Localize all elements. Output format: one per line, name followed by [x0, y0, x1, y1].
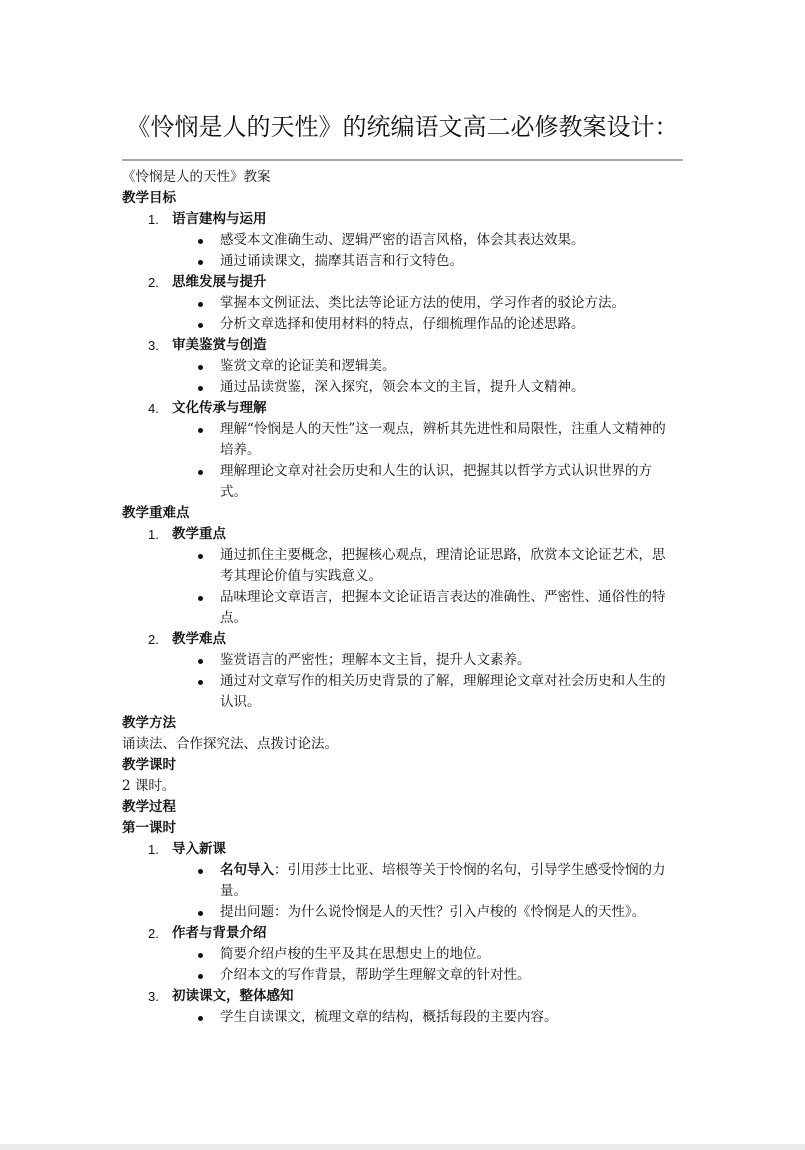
bullet-text: 提出问题：为什么说怜悯是人的天性？引入卢梭的《怜悯是人的天性》。	[220, 904, 646, 920]
document-title: 《怜悯是人的天性》的统编语文高二必修教案设计：	[126, 113, 679, 141]
bullet-text: 简要介绍卢梭的生平及其在思想史上的地位。	[220, 946, 490, 962]
bullet-item	[122, 944, 685, 965]
item-label: 导入新课	[172, 841, 226, 857]
bullet-dot-icon	[198, 596, 203, 601]
bullet-text: 理解理论文章对社会历史和人生的认识，把握其以哲学方式认识世界的方式。	[220, 463, 652, 500]
bullet-dot-icon	[198, 953, 203, 958]
bullet-dot-icon	[198, 386, 203, 391]
objective-item	[122, 335, 685, 356]
bullet-dot-icon	[198, 869, 203, 874]
item-label: 语言建构与运用	[172, 211, 267, 227]
bullet-item	[122, 965, 685, 986]
key-point-item	[122, 629, 685, 650]
bullet-dot-icon	[198, 1016, 203, 1021]
objective-item	[122, 272, 685, 293]
document-body	[122, 167, 685, 1028]
bullet-item	[122, 419, 685, 461]
key-point-item	[122, 524, 685, 545]
bullet-text: 感受本文准确生动、逻辑严密的语言风格，体会其表达效果。	[220, 232, 585, 248]
bullet-dot-icon	[198, 680, 203, 685]
title-divider	[122, 159, 683, 161]
bullet-text: 介绍本文的写作背景，帮助学生理解文章的针对性。	[220, 967, 531, 983]
bullet-text: ：引用莎士比亚、培根等关于怜悯的名句，引导学生感受怜悯的力量。	[220, 862, 666, 899]
item-label: 教学重点	[172, 526, 226, 542]
objective-item	[122, 398, 685, 419]
page-bottom-edge	[0, 1144, 805, 1150]
bullet-dot-icon	[198, 302, 203, 307]
item-number: 3.	[148, 989, 159, 1004]
item-label: 审美鉴赏与创造	[172, 337, 267, 353]
bullet-dot-icon	[198, 659, 203, 664]
bullet-dot-icon	[198, 239, 203, 244]
item-number: 2.	[148, 275, 159, 290]
bullet-text: 通过诵读课文，揣摩其语言和行文特色。	[220, 253, 463, 269]
bullet-item	[122, 293, 685, 314]
lesson-plan-subtitle: 《怜悯是人的天性》教案	[122, 169, 271, 185]
bullet-dot-icon	[198, 974, 203, 979]
bullet-text: 掌握本文例证法、类比法等论证方法的使用，学习作者的驳论方法。	[220, 295, 625, 311]
hours-heading: 教学课时	[122, 757, 176, 773]
bullet-dot-icon	[198, 365, 203, 370]
bullet-item	[122, 545, 685, 587]
bullet-item	[122, 860, 685, 902]
process-step	[122, 923, 685, 944]
bullet-text: 学生自读课文，梳理文章的结构，概括每段的主要内容。	[220, 1009, 558, 1025]
bullet-lead: 名句导入	[220, 862, 274, 878]
bullet-item	[122, 902, 685, 923]
item-number: 2.	[148, 926, 159, 941]
item-number: 1.	[148, 212, 159, 227]
bullet-dot-icon	[198, 428, 203, 433]
item-label: 初读课文，整体感知	[172, 988, 294, 1004]
bullet-item	[122, 314, 685, 335]
bullet-item	[122, 671, 685, 713]
item-label: 文化传承与理解	[172, 400, 267, 416]
bullet-text: 鉴赏文章的论证美和逻辑美。	[220, 358, 396, 374]
bullet-text: 品味理论文章语言，把握本文论证语言表达的准确性、严密性、通俗性的特点。	[220, 589, 666, 626]
process-heading: 教学过程	[122, 799, 176, 815]
bullet-item	[122, 1007, 685, 1028]
methods-heading: 教学方法	[122, 715, 176, 731]
process-step	[122, 839, 685, 860]
item-number: 1.	[148, 527, 159, 542]
objective-item	[122, 209, 685, 230]
bullet-dot-icon	[198, 554, 203, 559]
item-label: 作者与背景介绍	[172, 925, 267, 941]
item-number: 3.	[148, 338, 159, 353]
bullet-item	[122, 650, 685, 671]
objectives-heading: 教学目标	[122, 190, 176, 206]
bullet-text: 通过抓住主要概念，把握核心观点，理清论证思路，欣赏本文论证艺术，思考其理论价值与实践意义。	[220, 547, 666, 584]
item-number: 1.	[148, 842, 159, 857]
bullet-item	[122, 377, 685, 398]
process-step	[122, 986, 685, 1007]
bullet-item	[122, 230, 685, 251]
bullet-item	[122, 587, 685, 629]
hours-text: 2 课时。	[122, 778, 176, 794]
key-points-heading: 教学重难点	[122, 505, 190, 521]
item-number: 4.	[148, 401, 159, 416]
bullet-text: 分析文章选择和使用材料的特点，仔细梳理作品的论述思路。	[220, 316, 585, 332]
bullet-dot-icon	[198, 470, 203, 475]
bullet-dot-icon	[198, 260, 203, 265]
bullet-text: 通过对文章写作的相关历史背景的了解，理解理论文章对社会历史和人生的认识。	[220, 673, 666, 710]
methods-text: 诵读法、合作探究法、点拨讨论法。	[122, 736, 338, 752]
bullet-text: 理解“怜悯是人的天性”这一观点，辨析其先进性和局限性，注重人文精神的培养。	[220, 421, 666, 458]
item-number: 2.	[148, 632, 159, 647]
bullet-item	[122, 461, 685, 503]
item-label: 思维发展与提升	[172, 274, 267, 290]
bullet-text: 鉴赏语言的严密性；理解本文主旨，提升人文素养。	[220, 652, 531, 668]
bullet-item	[122, 251, 685, 272]
bullet-dot-icon	[198, 323, 203, 328]
bullet-item	[122, 356, 685, 377]
item-label: 教学难点	[172, 631, 226, 647]
bullet-dot-icon	[198, 911, 203, 916]
lesson-one-heading: 第一课时	[122, 820, 176, 836]
bullet-text: 通过品读赏鉴，深入探究，领会本文的主旨，提升人文精神。	[220, 379, 585, 395]
